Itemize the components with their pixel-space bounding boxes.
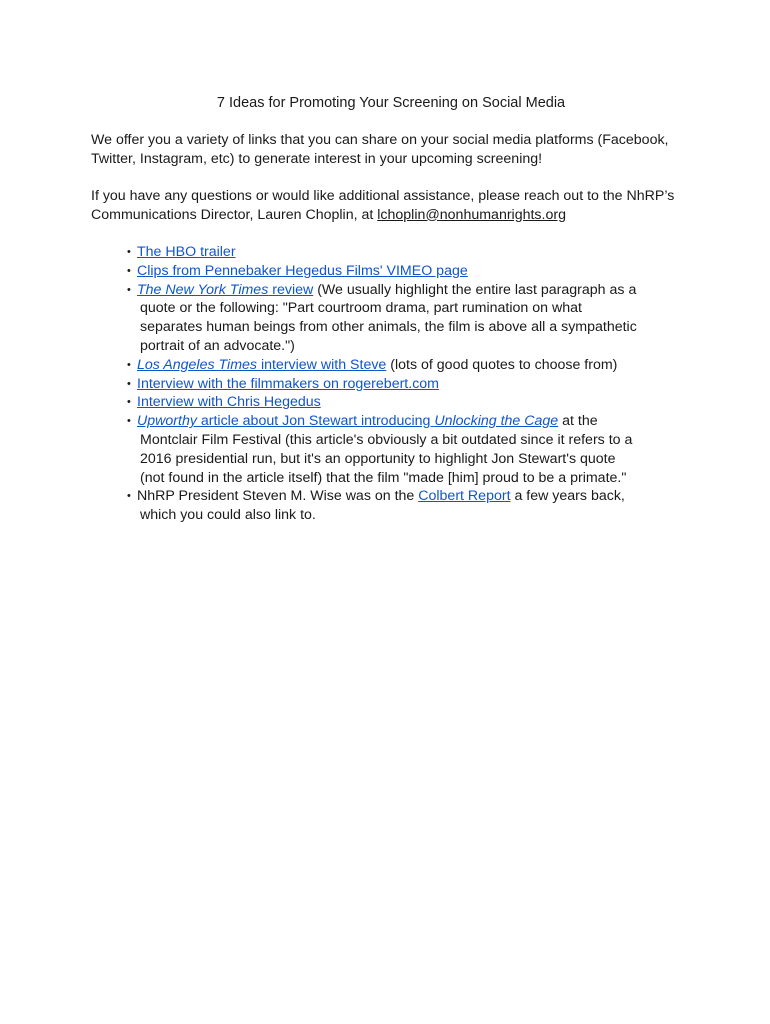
upworthy-note-line: Montclair Film Festival (this article's obviously a bit outdated since it refers to a (140, 431, 633, 448)
nyt-note: (We usually highlight the entire last paragraph as a (313, 281, 637, 298)
list-item (127, 487, 691, 525)
upworthy-link-film-title: Unlocking the Cage (434, 413, 559, 430)
bullet-icon: • (127, 245, 131, 258)
list-item (127, 412, 691, 487)
upworthy-note: at the (558, 413, 598, 430)
rogerebert-interview-link[interactable]: Interview with the filmmakers on rogerebert.com (137, 375, 439, 392)
nyt-link-rest: review (268, 281, 314, 298)
upworthy-article-link[interactable] (137, 413, 558, 429)
lat-link-rest: interview with Steve (257, 356, 387, 373)
email-link[interactable]: lchoplin@nonhumanrights.org (377, 206, 566, 223)
list-item (127, 281, 691, 356)
nyt-note-line: portrait of an advocate.") (140, 337, 295, 354)
lat-note: (lots of good quotes to choose from) (386, 356, 618, 373)
intro-paragraph: We offer you a variety of links that you can share on your social media platforms (Facebook, Twitter, Instagram, etc) to generate interest in your upcoming screening! (91, 131, 669, 167)
nyt-review-link[interactable] (137, 282, 313, 298)
nyt-note-line: separates human beings from other animals, the film is above all a sympathetic (140, 319, 637, 336)
list-item (127, 356, 691, 375)
colbert-note: a few years back, (510, 488, 625, 505)
bullet-icon: • (127, 358, 131, 371)
list-item (127, 262, 691, 281)
contact-text: If you have any questions or would like additional assistance, please reach out to the NhRP’s Communications Director, Lauren Choplin, at (91, 187, 675, 223)
colbert-report-link[interactable]: Colbert Report (418, 488, 511, 505)
bullet-icon: • (127, 377, 131, 390)
list-item (127, 243, 691, 262)
upworthy-link-rest: article about Jon Stewart introducing (196, 413, 435, 430)
bullet-icon: • (127, 283, 131, 296)
chris-hegedus-interview-link[interactable]: Interview with Chris Hegedus (137, 394, 321, 411)
nyt-link-italic: The New York Times (137, 281, 269, 298)
bullet-icon: • (127, 396, 131, 409)
bullet-icon: • (127, 264, 131, 277)
page-title: 7 Ideas for Promoting Your Screening on Social Media (216, 95, 566, 111)
hbo-trailer-link[interactable]: The HBO trailer (137, 243, 236, 260)
upworthy-note-line: (not found in the article itself) that the film "made [him] proud to be a primate." (140, 469, 627, 486)
colbert-prefix: NhRP President Steven M. Wise was on the (137, 488, 419, 505)
list-item (127, 393, 691, 412)
bullet-icon: • (127, 490, 131, 503)
upworthy-note-line: 2016 presidential run, but it's an opportunity to highlight Jon Stewart's quote (140, 450, 616, 467)
lat-link-italic: Los Angeles Times (137, 356, 257, 373)
upworthy-link-italic: Upworthy (137, 413, 197, 430)
la-times-interview-link[interactable] (137, 357, 386, 373)
colbert-note-line: which you could also link to. (140, 507, 316, 524)
ideas-list (91, 243, 691, 525)
list-item (127, 375, 691, 394)
contact-paragraph (91, 187, 691, 225)
document-content (91, 94, 691, 525)
vimeo-clips-link[interactable]: Clips from Pennebaker Hegedus Films' VIMEO page (137, 262, 468, 279)
bullet-icon: • (127, 415, 131, 428)
nyt-note-line: quote or the following: "Part courtroom drama, part rumination on what (140, 300, 582, 317)
